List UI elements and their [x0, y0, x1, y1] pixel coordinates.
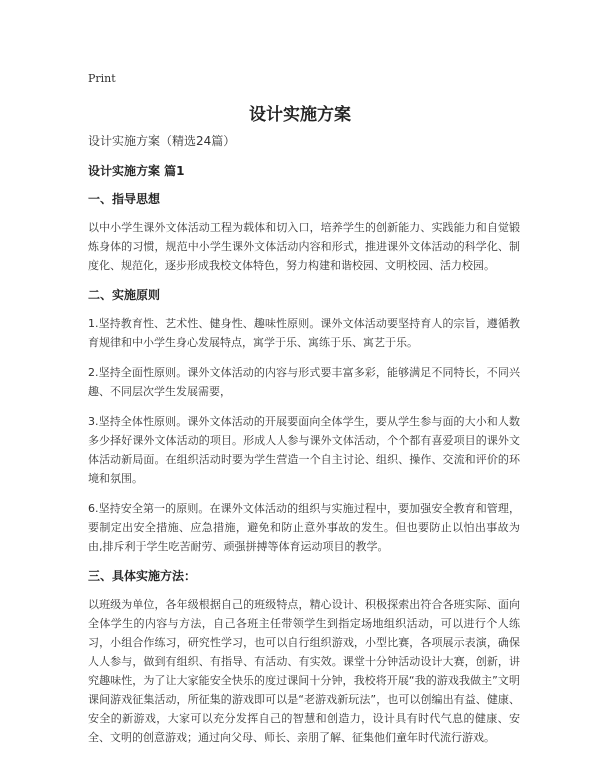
document-title: 设计实施方案	[249, 105, 351, 125]
part-heading: 设计实施方案 篇1	[88, 164, 185, 178]
section-heading-principles: 二、实施原则	[88, 288, 161, 302]
paragraph: 3.坚持全体性原则。课外文体活动的开展要面向全体学生，要从学生参与面的大小和人数多少择好课外文体活动的项目。形成人人参与课外文体活动，个个都有喜爱项目的课外文体活动新局面。在组织活动时要为学生营造一个自主讨论、组织、操作、交流和评价的环境和氛围。	[88, 415, 520, 485]
paragraph: 2.坚持全面性原则。课外文体活动的内容与形式要丰富多彩，能够满足不同特长，不同兴趣、不同层次学生发展需要，	[88, 366, 520, 398]
section-heading-guiding-ideology: 一、指导思想	[88, 192, 161, 206]
document-subtitle: 设计实施方案（精选24篇）	[88, 134, 236, 148]
paragraph: 以班级为单位，各年级根据自己的班级特点，精心设计、积极探索出符合各班实际、面向全体学生的内容与方法，自己各班主任带领学生到指定场地组织活动，可以进行个人练习，小组合作练习，研究性学习，也可以自行组织游戏，小型比赛，各项展示表演，确保人人参与，做到有组织、有指导、有活动、有实效。课堂十分钟活动设计大赛，创新，讲究趣味性，为了让大家能安全快乐的度过课间十分钟，我校将开展“我的游戏我做主”文明课间游戏征集活动，所征集的游戏即可以是“老游戏新玩法”，也可以创编出有益、健康、安全的新游戏，大家可以充分发挥自己的智慧和创造力，设计具有时代气息的健康、安全、文明的创意游戏；通过向父母、师长、亲朋了解、征集他们童年时代流行游戏。	[88, 598, 520, 744]
paragraph: 6.坚持安全第一的原则。在课外文体活动的组织与实施过程中，要加强安全教育和管理，要制定出安全措施、应急措施，避免和防止意外事故的发生。但也要防止以怕出事故为由,排斥利于学生吃苦耐劳、顽强拼搏等体育运动项目的教学。	[88, 502, 520, 553]
paragraph: 以中小学生课外文体活动工程为载体和切入口，培养学生的创新能力、实践能力和自觉锻炼身体的习惯，规范中小学生课外文体活动内容和形式，推进课外文体活动的科学化、制度化、规范化，逐步形成我校文体特色，努力构建和谐校园、文明校园、活力校园。	[88, 221, 520, 272]
section-heading-methods: 三、具体实施方法：	[88, 569, 197, 583]
document-body	[88, 132, 520, 758]
print-label: Print	[88, 72, 116, 85]
paragraph: 1.坚持教育性、艺术性、健身性、趣味性原则。课外文体活动要坚持育人的宗旨，遵循教育规律和中小学生身心发展特点，寓学于乐、寓练于乐、寓艺于乐。	[88, 317, 520, 349]
